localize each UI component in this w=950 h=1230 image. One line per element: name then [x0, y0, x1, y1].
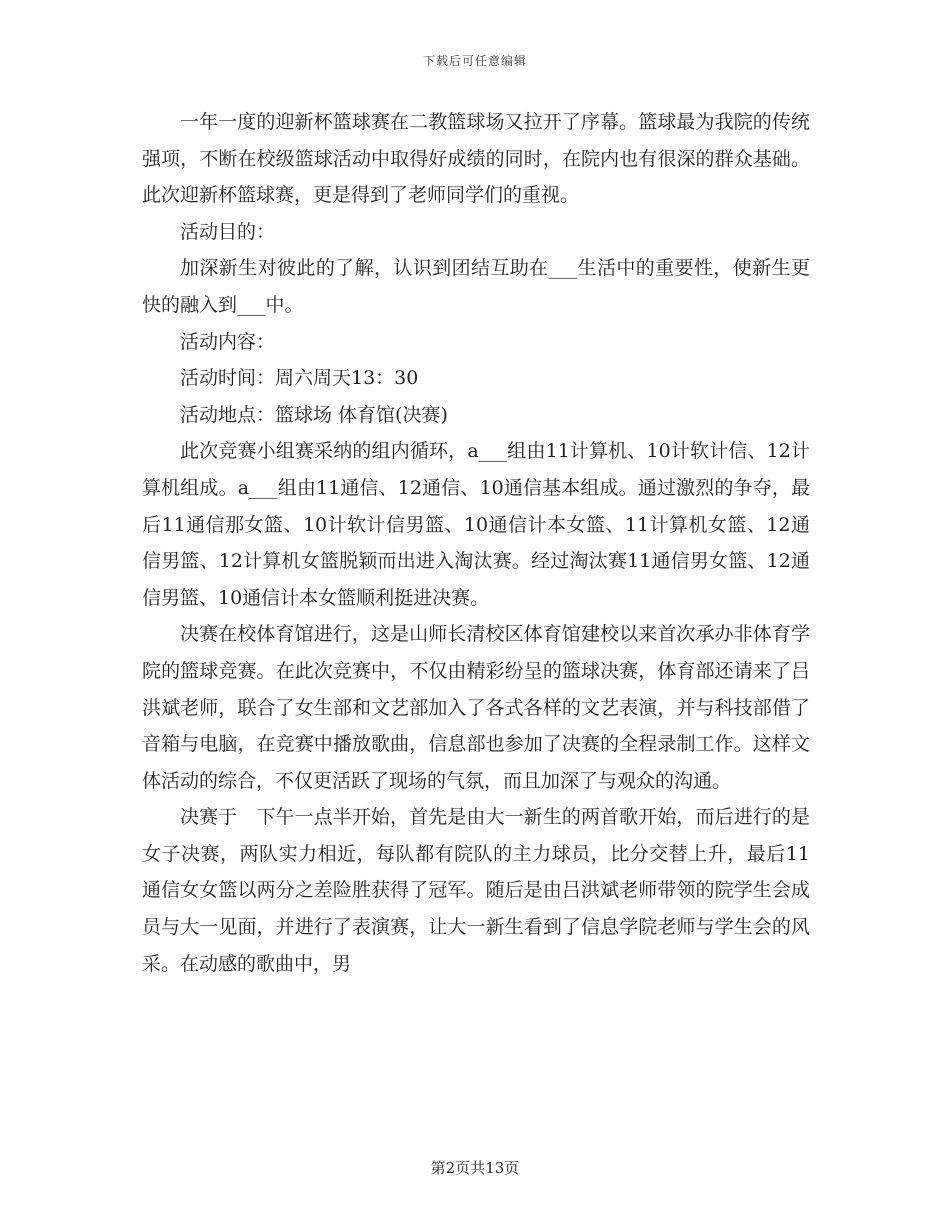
paragraph-group-stage: 此次竞赛小组赛采纳的组内循环，a___组由11计算机、10计软计信、12计算机组成。a___组由11通信、12通信、10通信基本组成。通过激烈的争夺，最后11通信那女篮、10计软计信男篮、10通信计本女篮、11计算机女篮、12通信男篮、12计算机女篮脱颖而出进入淘汰赛。经过淘汰赛11通信男女篮、12通信男篮、10通信计本女篮顺利挺进决赛。: [142, 440, 810, 609]
paragraph-final-venue: 决赛在校体育馆进行，这是山师长清校区体育馆建校以来首次承办非体育学院的篮球竞赛。在此次竞赛中，不仅由精彩纷呈的篮球决赛，体育部还请来了吕洪斌老师，联合了女生部和文艺部加入了各式各样的文艺表演，并与科技部借了音箱与电脑，在竞赛中播放歌曲，信息部也参加了决赛的全程录制工作。这样文体活动的综合，不仅更活跃了现场的气氛，而且加深了与观众的沟通。: [142, 623, 810, 792]
paragraph-purpose: 加深新生对彼此的了解，认识到团结互助在___生活中的重要性，使新生更快的融入到___中。: [142, 257, 810, 316]
paragraph-intro: 一年一度的迎新杯篮球赛在二教篮球场又拉开了序幕。篮球最为我院的传统强项，不断在校级篮球活动中取得好成绩的同时，在院内也有很深的群众基础。此次迎新杯篮球赛，更是得到了老师同学们的重视。: [142, 111, 810, 207]
document-body: [142, 104, 810, 982]
paragraph-content-heading: 活动内容：: [180, 330, 276, 353]
paragraph-time: 活动时间：周六周天13：30: [180, 367, 419, 390]
paragraph-location: 活动地点：篮球场 体育馆(决赛): [180, 403, 448, 426]
paragraph-purpose-heading: 活动目的：: [180, 220, 276, 243]
page-number: 第2页共13页: [430, 1159, 520, 1177]
paragraph-final-match: 决赛于 下午一点半开始，首先是由大一新生的两首歌开始，而后进行的是女子决赛，两队实力相近，每队都有院队的主力球员，比分交替上升，最后11通信女女篮以两分之差险胜获得了冠军。随后是由吕洪斌老师带领的院学生会成员与大一见面，并进行了表演赛，让大一新生看到了信息学院老师与学生会的风采。在动感的歌曲中，男: [142, 806, 810, 975]
page-header: 下载后可任意编辑: [422, 54, 527, 68]
